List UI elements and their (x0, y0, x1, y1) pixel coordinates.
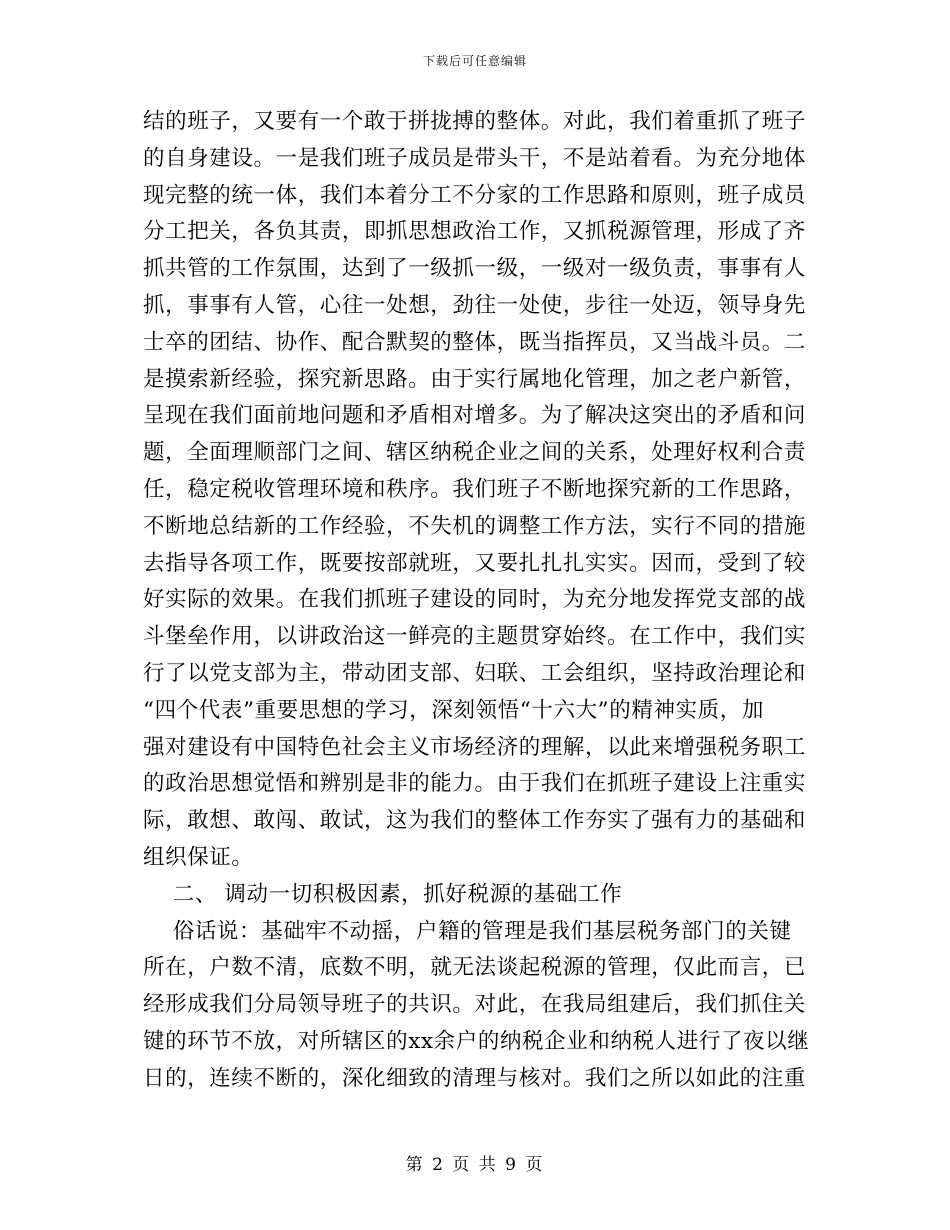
page-header: 下载后可任意编辑 (422, 54, 527, 68)
text-line: 题，全面理顺部门之间、辖区纳税企业之间的关系，处理好权利合责 (143, 440, 807, 466)
text-line: 斗堡垒作用，以讲政治这一鲜亮的主题贯穿始终。在工作中，我们实 (143, 624, 807, 650)
text-line: 日的，连续不断的，深化细致的清理与核对。我们之所以如此的注重 (143, 1065, 807, 1091)
text-line: 键的环节不放，对所辖区的xx余户的纳税企业和纳税人进行了夜以继 (143, 1028, 810, 1054)
text-line: 行了以党支部为主，带动团支部、妇联、工会组织，坚持政治理论和 (143, 660, 807, 686)
text-line: 组织保证。 (143, 844, 254, 870)
text-line: 抓共管的工作氛围，达到了一级抓一级，一级对一级负责，事事有人 (143, 256, 807, 282)
text-line: 去指导各项工作，既要按部就班，又要扎扎扎实实。因而，受到了较 (143, 550, 807, 576)
text-line: 现完整的统一体，我们本着分工不分家的工作思路和原则，班子成员 (143, 182, 807, 208)
text-line: 强对建设有中国特色社会主义市场经济的理解，以此来增强税务职工 (143, 734, 807, 760)
document-body (143, 104, 815, 1098)
page-number-footer: 第 2 页 共 9 页 (405, 1155, 545, 1175)
text-line: 士卒的团结、协作、配合默契的整体，既当指挥员，又当战斗员。二 (143, 329, 807, 355)
text-line: 不断地总结新的工作经验，不失机的调整工作方法，实行不同的措施 (143, 513, 807, 539)
text-line: 是摸索新经验，探究新思路。由于实行属地化管理，加之老户新管， (143, 366, 807, 392)
text-line: 经形成我们分局领导班子的共识。对此，在我局组建后，我们抓住关 (143, 992, 807, 1018)
text-line: 结的班子，又要有一个敢于拼拢搏的整体。对此，我们着重抓了班子 (143, 109, 807, 134)
text-line: 际，敢想、敢闯、敢试，这为我们的整体工作夯实了强有力的基础和 (143, 808, 807, 834)
text-line: 好实际的效果。在我们抓班子建设的同时，为充分地发挥党支部的战 (143, 587, 807, 613)
text-line: 呈现在我们面前地问题和矛盾相对增多。为了解决这突出的矛盾和问 (143, 403, 807, 429)
text-line: 俗话说：基础牢不动摇，户籍的管理是我们基层税务部门的关键 (143, 918, 792, 944)
text-line: 任，稳定税收管理环境和秩序。我们班子不断地探究新的工作思路， (143, 476, 807, 502)
text-line: 所在，户数不清，底数不明，就无法谈起税源的管理，仅此而言，已 (143, 955, 807, 981)
text-line: 分工把关，各负其责，即抓思想政治工作，又抓税源管理，形成了齐 (143, 219, 807, 245)
text-line: 抓，事事有人管，心往一处想，劲往一处使，步往一处迈，领导身先 (143, 292, 807, 318)
text-line: 的政治思想觉悟和辨别是非的能力。由于我们在抓班子建设上注重实 (143, 771, 807, 797)
text-line: “四个代表”重要思想的学习，深刻领悟“十六大”的精神实质，加 (143, 697, 764, 723)
text-line: 的自身建设。一是我们班子成员是带头干，不是站着看。为充分地体 (143, 145, 807, 171)
section-heading: 二、 调动一切积极因素，抓好税源的基础工作 (143, 881, 623, 907)
